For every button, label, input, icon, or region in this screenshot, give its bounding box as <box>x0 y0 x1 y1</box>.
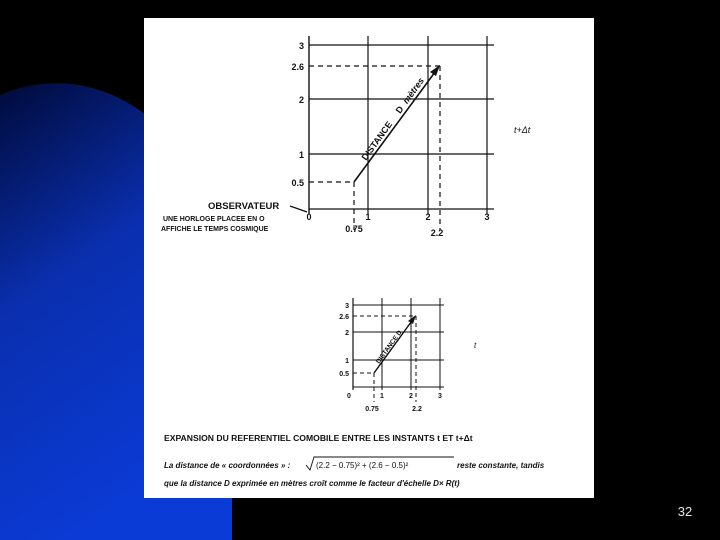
top-x-mark: 0.75 <box>345 224 363 234</box>
top-diagram <box>290 36 494 230</box>
top-x-tick-labels <box>306 212 489 238</box>
caption-line-2: que la distance D exprimée en mètres croît comme le facteur d'échelle D× R(t) <box>164 479 460 488</box>
caption-heading: EXPANSION DU REFERENTIEL COMOBILE ENTRE LES INSTANTS t ET t+Δt <box>164 433 473 443</box>
figure-canvas <box>144 18 594 498</box>
bottom-x-mark: 0.75 <box>365 406 379 413</box>
top-x-tick: 1 <box>365 212 371 222</box>
bottom-y-tick: 2 <box>345 330 349 337</box>
top-x-tick: 0 <box>306 212 312 222</box>
top-x-tick: 3 <box>484 212 490 222</box>
top-x-tick: 2 <box>425 212 431 222</box>
top-arrow-label-a: DISTANCE <box>359 119 395 163</box>
top-y-tick: 0.5 <box>291 178 304 188</box>
top-arrow-label <box>360 76 427 162</box>
clock-caption-line-2: AFFICHE LE TEMPS COSMIQUE <box>161 226 269 233</box>
scanned-figure <box>144 18 594 498</box>
top-y-tick: 1 <box>298 150 304 160</box>
bottom-diagram <box>353 298 444 402</box>
observer-label: OBSERVATEUR <box>208 201 280 212</box>
top-y-tick: 2 <box>298 95 304 105</box>
top-arrow-label-c: mètres <box>400 75 427 106</box>
bottom-x-tick: 2 <box>409 393 413 400</box>
bottom-x-mark: 2.2 <box>412 406 422 413</box>
bottom-time-label: t <box>474 341 477 350</box>
top-time-label: t+Δt <box>514 125 531 135</box>
top-y-tick: 2.6 <box>291 62 304 72</box>
top-arrow-label-b: D <box>393 104 406 116</box>
bottom-x-tick-labels <box>347 393 442 413</box>
bottom-arrow-label: DISTANCE D <box>374 329 404 366</box>
slide-number: 32 <box>677 504 693 519</box>
bottom-y-tick: 3 <box>345 303 349 310</box>
caption-formula: (2.2 − 0.75)² + (2.6 − 0.5)² <box>316 461 409 470</box>
top-y-tick-labels <box>291 41 304 188</box>
bottom-x-tick: 0 <box>347 393 351 400</box>
bottom-y-tick: 1 <box>345 358 349 365</box>
bottom-x-tick: 3 <box>438 393 442 400</box>
observer-pointer <box>290 206 307 212</box>
bottom-y-tick-labels <box>339 303 349 378</box>
clock-caption-line-1: UNE HORLOGE PLACEE EN O <box>163 216 265 223</box>
top-distance-arrow <box>354 68 438 182</box>
top-y-tick: 3 <box>298 41 304 51</box>
bottom-x-tick: 1 <box>380 393 384 400</box>
bottom-y-tick: 2.6 <box>339 314 349 321</box>
bottom-y-tick: 0.5 <box>339 371 349 378</box>
top-x-mark: 2.2 <box>430 228 444 238</box>
top-arrow-head <box>430 65 440 76</box>
caption-line-1b: reste constante, tandis <box>457 461 545 470</box>
caption-line-1a: La distance de « coordonnées » : <box>164 461 291 470</box>
